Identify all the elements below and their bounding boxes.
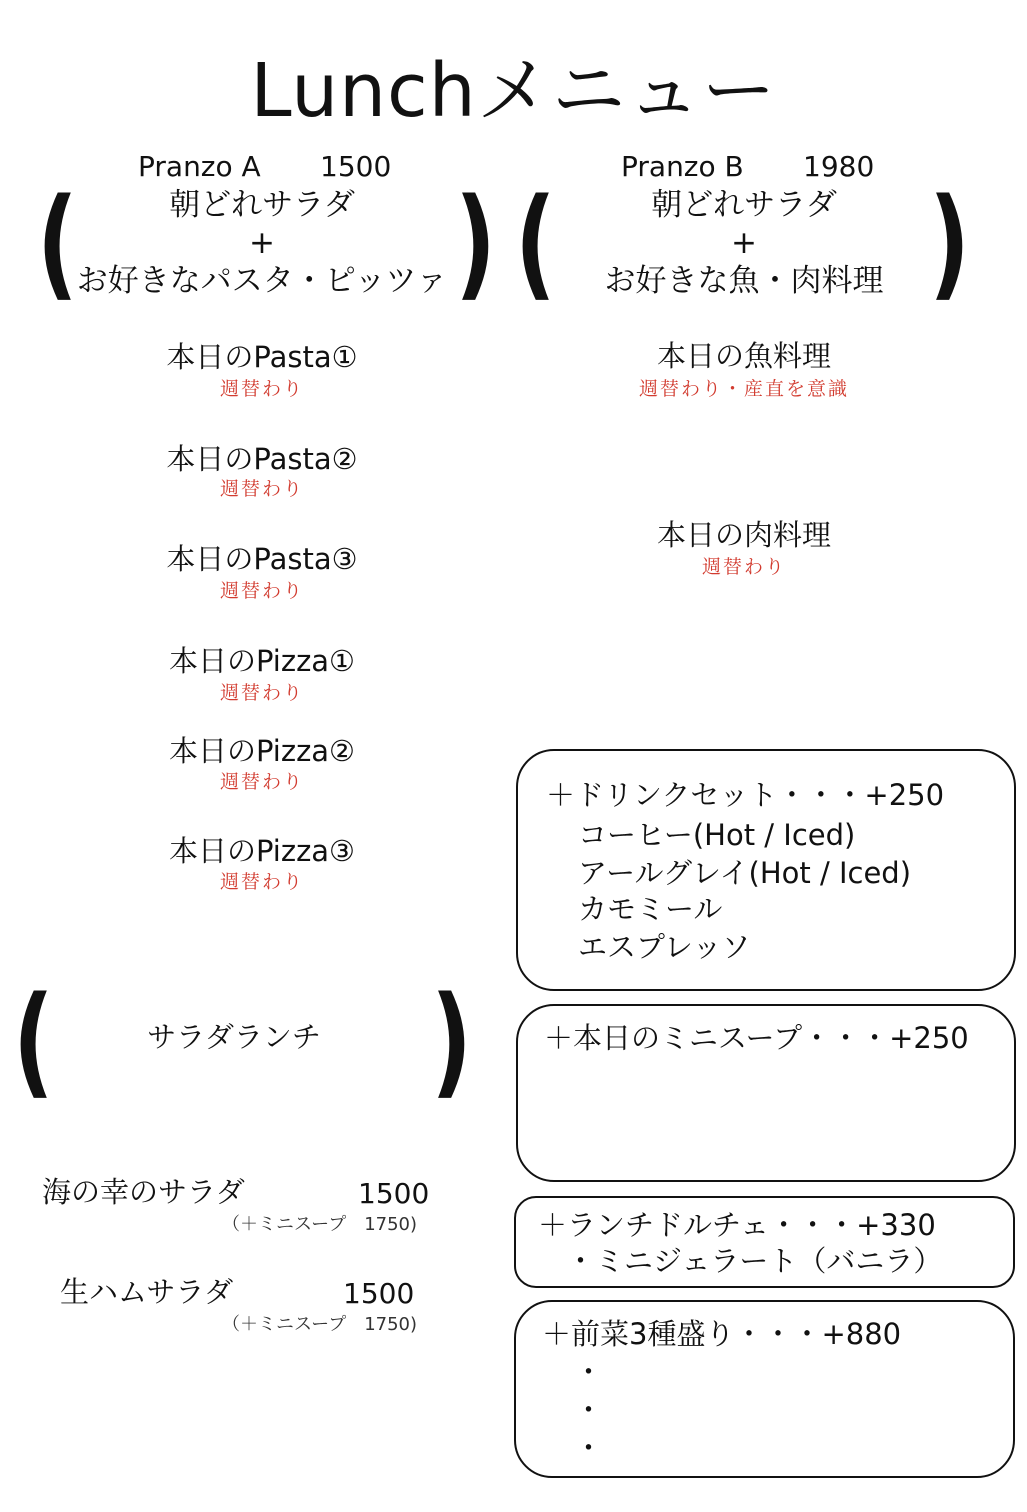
pranzo-a-item-note: 週替わり — [219, 478, 304, 500]
pranzo-b-name: Pranzo B — [621, 150, 744, 183]
pranzo-b-item-note: 週替わり — [701, 556, 786, 578]
pranzo-a-item-note: 週替わり — [219, 771, 304, 793]
pranzo-a-item: 本日のPasta② — [166, 442, 358, 476]
pranzo-a-item-note: 週替わり — [219, 871, 304, 893]
antipasto-box — [514, 1300, 1015, 1478]
dolce-option: ・ミニジェラート（バニラ） — [566, 1244, 943, 1278]
drink-option: カモミール — [578, 892, 723, 926]
antipasto-bullet: ・ — [574, 1431, 604, 1465]
pranzo-a-item: 本日のPizza③ — [168, 834, 356, 868]
salad-item-name: 生ハムサラダ — [60, 1275, 234, 1309]
dolce-box — [514, 1196, 1015, 1288]
pranzo-a-line1: 朝どれサラダ — [169, 187, 355, 223]
drink-set-box — [516, 749, 1016, 991]
soup-heading: ＋本日のミニスープ・・・+250 — [544, 1021, 969, 1055]
drink-option: アールグレイ(Hot / Iced) — [578, 856, 912, 890]
drink-option: エスプレッソ — [578, 930, 751, 964]
pranzo-b-line2: お好きな魚・肉料理 — [604, 263, 884, 299]
dolce-heading: ＋ランチドルチェ・・・+330 — [538, 1208, 936, 1242]
pranzo-b-open-paren: ( — [514, 174, 556, 313]
salad-open-paren: ( — [12, 972, 54, 1111]
pranzo-a-plus: + — [249, 225, 275, 261]
pranzo-a-price: 1500 — [320, 150, 392, 183]
drink-set-heading: ＋ドリンクセット・・・+250 — [546, 778, 945, 812]
pranzo-a-name: Pranzo A — [138, 150, 261, 183]
pranzo-b-close-paren: ) — [928, 174, 970, 313]
pranzo-a-open-paren: ( — [36, 174, 78, 313]
pranzo-a-item: 本日のPizza① — [168, 644, 356, 678]
antipasto-heading: ＋前菜3種盛り・・・+880 — [542, 1317, 902, 1351]
pranzo-a-close-paren: ) — [454, 174, 496, 313]
salad-close-paren: ) — [430, 972, 472, 1111]
pranzo-a-item-note: 週替わり — [219, 378, 304, 400]
pranzo-b-line1: 朝どれサラダ — [651, 187, 837, 223]
pranzo-a-item-note: 週替わり — [219, 682, 304, 704]
salad-lunch-heading: サラダランチ — [147, 1020, 321, 1054]
pranzo-b-item-note: 週替わり・産直を意識 — [638, 378, 849, 400]
pranzo-a-item: 本日のPasta③ — [166, 542, 358, 576]
pranzo-a-item: 本日のPasta① — [166, 340, 358, 374]
pranzo-a-item-note: 週替わり — [219, 580, 304, 602]
salad-item-option: （＋ミニスープ 1750) — [222, 1214, 418, 1235]
salad-item-price: 1500 — [343, 1277, 415, 1310]
antipasto-bullet: ・ — [574, 1355, 604, 1389]
salad-item-price: 1500 — [358, 1177, 430, 1210]
pranzo-a-line2: お好きなパスタ・ピッツァ — [76, 263, 448, 299]
pranzo-b-item: 本日の肉料理 — [656, 518, 831, 552]
salad-item-name: 海の幸のサラダ — [42, 1175, 245, 1209]
pranzo-a-item: 本日のPizza② — [168, 734, 356, 768]
pranzo-b-item: 本日の魚料理 — [656, 339, 831, 373]
drink-option: コーヒー(Hot / Iced) — [578, 818, 856, 852]
antipasto-bullet: ・ — [574, 1393, 604, 1427]
pranzo-b-plus: + — [731, 225, 757, 261]
pranzo-b-price: 1980 — [803, 150, 875, 183]
page-title: Lunchメニュー — [250, 48, 777, 134]
salad-item-option: （＋ミニスープ 1750) — [222, 1314, 418, 1335]
soup-box — [516, 1004, 1016, 1182]
